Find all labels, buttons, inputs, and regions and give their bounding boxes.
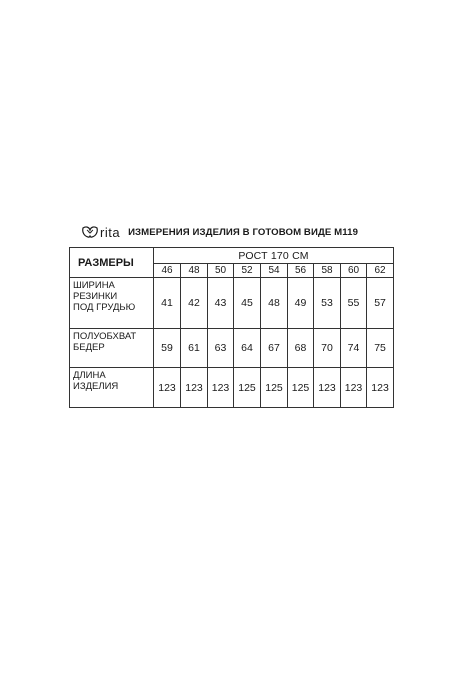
- table-cell: 43: [208, 278, 234, 329]
- size-cell: 60: [341, 264, 367, 278]
- table-cell: 125: [261, 368, 288, 408]
- table-cell: 64: [234, 329, 261, 368]
- brand-logo: [81, 222, 120, 242]
- document-header: [81, 222, 401, 242]
- size-cell: 50: [208, 264, 234, 278]
- size-cell: 52: [234, 264, 261, 278]
- table-cell: 41: [154, 278, 181, 329]
- table-cell: 57: [367, 278, 394, 329]
- table-cell: 53: [314, 278, 341, 329]
- table-cell: 59: [154, 329, 181, 368]
- table-cell: 61: [181, 329, 208, 368]
- table-cell: 55: [341, 278, 367, 329]
- table-cell: 125: [288, 368, 314, 408]
- table-cell: 70: [314, 329, 341, 368]
- size-cell: 58: [314, 264, 341, 278]
- table-cell: 125: [234, 368, 261, 408]
- table-row: [70, 278, 394, 329]
- table-row: [70, 368, 394, 408]
- table-cell: 49: [288, 278, 314, 329]
- table-cell: 123: [314, 368, 341, 408]
- table-cell: 75: [367, 329, 394, 368]
- row-label-line: ШИРИНА: [73, 280, 115, 291]
- brand-name: rita: [100, 224, 121, 240]
- size-cell: 54: [261, 264, 288, 278]
- sizes-header: РАЗМЕРЫ: [70, 248, 154, 278]
- table-cell: 67: [261, 329, 288, 368]
- height-header: РОСТ 170 СМ: [154, 248, 394, 264]
- table-cell: 123: [154, 368, 181, 408]
- table-cell: 123: [181, 368, 208, 408]
- table-cell: 48: [261, 278, 288, 329]
- table-cell: 63: [208, 329, 234, 368]
- row-label-garment-length: [70, 368, 154, 408]
- table-cell: 74: [341, 329, 367, 368]
- row-label-line: РЕЗИНКИ: [73, 291, 118, 302]
- table-cell: 42: [181, 278, 208, 329]
- table-cell: 123: [367, 368, 394, 408]
- table-cell: 45: [234, 278, 261, 329]
- size-cell: 46: [154, 264, 181, 278]
- row-label-line: БЕДЕР: [73, 342, 105, 353]
- row-label-underbust-band-width: [70, 278, 154, 329]
- size-chart-table: [69, 247, 394, 408]
- size-cell: 48: [181, 264, 208, 278]
- row-label-line: ПОЛУОБХВАТ: [73, 331, 137, 342]
- table-cell: 123: [341, 368, 367, 408]
- row-label-half-hip-girth: [70, 329, 154, 368]
- row-label-line: ИЗДЕЛИЯ: [73, 381, 119, 392]
- size-cell: 62: [367, 264, 394, 278]
- document-title: ИЗМЕРЕНИЯ ИЗДЕЛИЯ В ГОТОВОМ ВИДЕ М119: [128, 226, 359, 238]
- row-label-line: ПОД ГРУДЬЮ: [73, 302, 136, 313]
- table-row: [70, 329, 394, 368]
- table-cell: 68: [288, 329, 314, 368]
- table-cell: 123: [208, 368, 234, 408]
- bow-logo-icon: [81, 224, 99, 240]
- row-label-line: ДЛИНА: [73, 370, 106, 381]
- size-cell: 56: [288, 264, 314, 278]
